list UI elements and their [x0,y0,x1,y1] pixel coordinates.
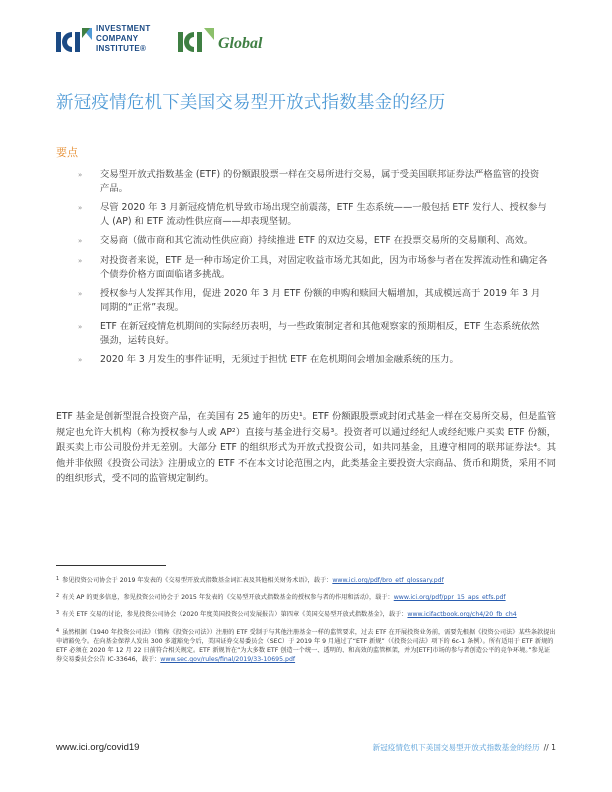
ici-global-mark-icon [178,28,214,54]
footer-running-title [373,742,556,753]
double-chevron-icon: » [78,171,83,179]
footnote [56,609,556,619]
ici-logo-mark-icon [56,28,92,54]
key-point-text: 授权参与人发挥其作用，促进 2020 年 3 月 ETF 份额的申购和赎回大幅增加，其成模远高于 2019 年 3 月同期的“正常”表现。 [100,287,541,313]
key-point-text: 交易商（做市商和其它流动性供应商）持续推进 ETF 的双边交易，ETF 在投票交易所的交易顺利、高效。 [100,235,534,247]
double-chevron-icon: » [78,256,83,265]
ici-global-logo-text: Global [218,35,263,52]
key-point-item [78,168,548,196]
footnote [56,592,556,602]
key-points-heading: 要点 [56,146,78,159]
double-chevron-icon: » [78,237,83,246]
key-point-item [78,254,548,282]
footnote-text: 参见投资公司协会于 2019 年发表的《交易型开放式指数基金词汇表及其他相关财务术语》，载于： [62,577,333,584]
key-point-text: ETF 在新冠疫情危机期间的实际经历表明，与一些政策制定者和其他观察家的预期相反，ETF 生态系统依然强劲，运转良好。 [100,320,540,346]
page-title: 新冠疫情危机下美国交易型开放式指数基金的经历 [56,93,446,113]
key-point-item [78,287,548,315]
double-chevron-icon: » [78,322,83,331]
footer-url[interactable]: www.ici.org/covid19 [56,742,140,753]
key-point-item [78,201,548,229]
double-chevron-icon: » [78,289,83,298]
footnote-link[interactable]: www.ici.org/pdf/bro_etf_glossary.pdf [332,577,444,584]
page-number: // 1 [543,743,556,752]
ici-global-logo [178,26,288,56]
footer-title-text: 新冠疫情危机下美国交易型开放式指数基金的经历 [372,743,540,752]
ici-logo-line: INSTITUTE® [96,44,147,53]
key-point-item [78,234,548,248]
footnote-divider [56,565,166,566]
footnote-number: 1 [56,577,60,582]
key-point-item [78,320,548,348]
footnote-text: 有关 ETF 交易的讨论，参见投资公司协会（2020 年度美国投资公司发展报告）第四章《美国交易型开放式指数基金》，载于： [62,611,408,619]
footnote [56,575,556,585]
ici-logo-text [96,24,151,54]
key-point-text: 2020 年 3 月发生的事件证明，无须过于担忧 ETF 在危机期间会增加金融系统的压力。 [100,354,459,366]
footnote-link[interactable]: www.ici.org/pdf/ppr_15_aps_etfs.pdf [393,594,506,602]
footnote-number: 3 [56,611,60,617]
key-point-text: 尽管 2020 年 3 月新冠疫情危机导致市场出现空前震荡，ETF 生态系统——一般包括 ETF 发行人、授权参与人 (AP) 和 ETF 流动性供应商——却表现坚韧。 [100,202,547,228]
footnote-text: 有关 AP 的更多信息，参见投资公司协会于 2015 年发表的《交易型开放式指数基金的授权参与者的作用和活动》，载于： [62,594,394,602]
footnote-number: 2 [56,594,60,600]
key-point-item [78,353,548,367]
footnote-number: 4 [56,628,60,634]
key-point-text: 对投资者来说，ETF 是一种市场定价工具，对固定收益市场尤其如此，因为市场参与者在发挥流动性和确定各个债券价格方面面临诸多挑战。 [100,254,548,280]
footnote-link[interactable]: www.icifactbook.org/ch4/20_fb_ch4 [407,611,517,619]
footnote-link[interactable]: www.sec.gov/rules/final/2019/33-10695.pdf [160,656,296,664]
intro-paragraph: ETF 基金是创新型混合投资产品，在美国有 25 逾年的历史¹。ETF 份额跟股票或封闭式基金一样在交易所交易，但是监管规定也允许大机构（称为授权参与人或 AP²）直接与基金进行交易³。投资者可以通过经纪人或经纪账户买卖 ETF 份额，跟买卖上市公司股份并无差别。大部分 ETF 的组织形式为开放式投资公司，如共同基金，且遵守相同的联邦证券法⁴。其他并非依照《投资公司法》注册成立的 ETF 不在本文讨论范围之内，此类基金主要投资大宗商品、货币和期货，采用不同的组织形式，受不同的监管规定制约。 [56,411,556,485]
double-chevron-icon: » [78,356,83,365]
ici-logo-line: INVESTMENT [96,24,151,33]
footnotes [56,575,556,671]
key-point-text: 交易型开放式指数基金 (ETF) 的份额跟股票一样在交易所进行交易，属于受美国联邦证券法严格监管的投资产品。 [100,169,540,194]
ici-logo [56,24,176,58]
footnote-text: 虽然根据《1940 年投资公司法》（简称《投资公司法》）注册的 ETF 受制于与其他注册基金一样的监管要求，过去 ETF 在开展投资业务前，需要先根据《投资公司法》某些条款提出申请豁免令。在向基金保荐人发出 300 多道豁免令后，美国证券交易委员会（SEC）于 2019 年 9 月通过了“ETF 新规”（《投资公司法》项下的 6c-1 条例）。所有适用于 ETF 新规的 ETF 必须在 2020 年 12 月 22 日前符合相关规定。ETF 新规旨在“为大多数 ETF 创造一个统一、透明的、和高效的监管框架，并为[ETF]市场的参与者创造公平的竞争环境。”参见证券交易委员会公告 IC-33646，载于： [56,628,556,664]
footnote [56,627,556,665]
ici-logo-line: COMPANY [96,34,139,43]
key-points-list [78,168,548,372]
double-chevron-icon: » [78,204,83,213]
